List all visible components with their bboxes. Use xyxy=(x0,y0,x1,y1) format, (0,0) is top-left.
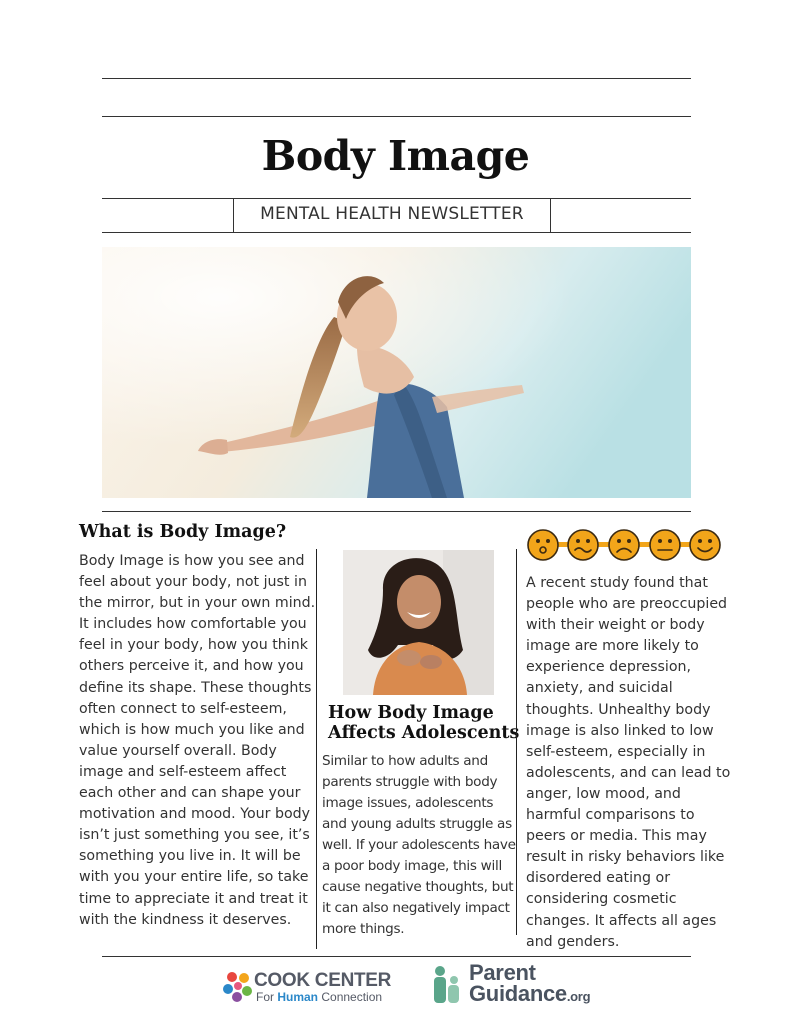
parent-guidance-family-icon xyxy=(430,964,466,1004)
cook-tagline-highlight: Human xyxy=(277,990,319,1004)
column1-body: Body Image is how you see and feel about your body, not just in the mirror, but in your own mind. It includes how comfortable you feel in your body, how you think others perceive it, and how you define its shape. These thoughts often connect to self-esteem, which is how much you like and value yourself overall. Body image and self-esteem affect each other and can shape your motivation and mood. Your body isn’t just something you see, it’s something you live in. It will be with you your entire life, so take time to appreciate it and treat it with the kindness it deserves. xyxy=(79,553,316,928)
column-divider-2 xyxy=(516,549,517,935)
hero-photo xyxy=(102,247,691,498)
subtitle-rule-bottom xyxy=(102,232,691,233)
parent-guidance-line1: Parent xyxy=(469,960,536,985)
newsletter-title: Body Image xyxy=(261,132,530,180)
footer-rule xyxy=(102,956,691,957)
hero-bottom-rule xyxy=(102,511,691,512)
column2-body: Similar to how adults and parents struggle with body image issues, adolescents and young adults struggle as well. If your adolescents have a poor body image, this will cause negative thoughts, but it can also negatively impact more things. xyxy=(322,753,516,937)
newsletter-subtitle: MENTAL HEALTH NEWSLETTER xyxy=(260,204,524,224)
cook-center-name: COOK CENTER xyxy=(254,970,392,991)
cook-tagline-prefix: For xyxy=(256,990,278,1004)
column2-heading-line2: Affects Adolescents xyxy=(328,723,520,743)
column1-heading: What is Body Image? xyxy=(79,522,287,542)
pg-guidance-word: Guidance xyxy=(469,981,567,1006)
top-rule-1 xyxy=(102,78,691,79)
cook-tagline-suffix: Connection xyxy=(318,990,383,1004)
smiling-woman-photo xyxy=(343,550,494,695)
parent-guidance-line2 xyxy=(469,981,590,1007)
cook-center-tagline xyxy=(256,990,382,1004)
column2-heading-line1: How Body Image xyxy=(328,703,494,723)
mood-scale-faces xyxy=(526,527,722,563)
column-divider-1 xyxy=(316,549,317,949)
pg-org-suffix: .org xyxy=(566,989,591,1004)
column3-body: A recent study found that people who are preoccupied with their weight or body image are more likely to experience depression, anxiety, and suicidal thoughts. Unhealthy body image is also linked to low self-esteem, especially in adolescents, and can lead to anger, low mood, and harmful comparisons to peers or media. This may result in risky behaviors like disordered eating or considering cosmetic changes. It affects all ages and genders. xyxy=(526,575,731,950)
top-rule-2 xyxy=(102,116,691,117)
